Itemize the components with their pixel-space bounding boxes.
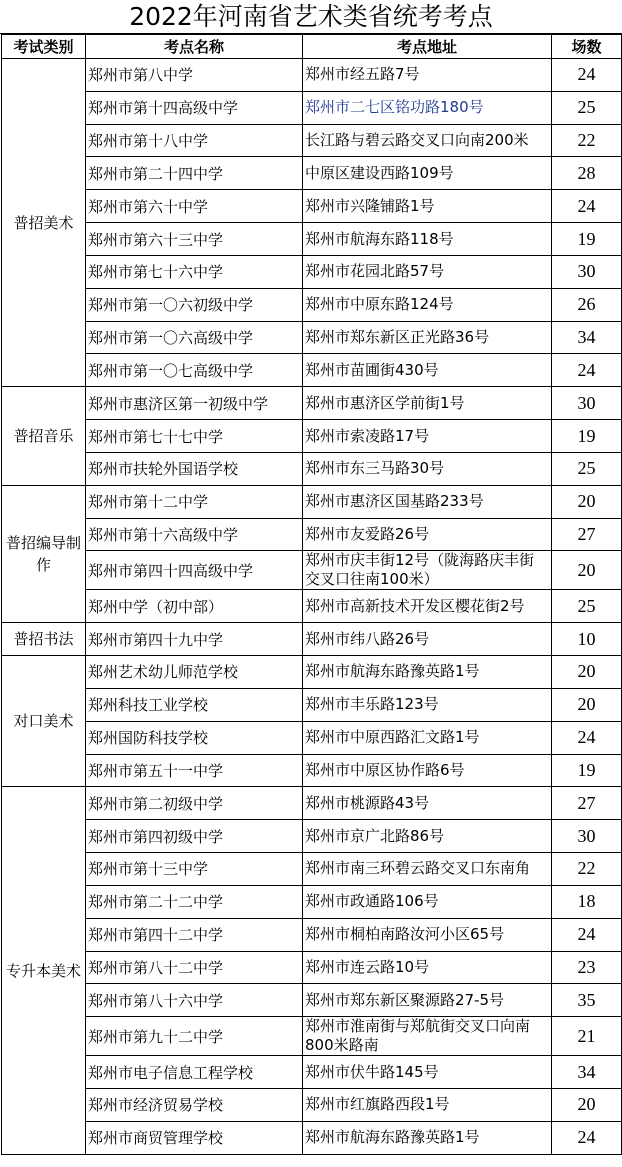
site-name-cell: 郑州市第十八中学	[86, 124, 303, 157]
table-row	[2, 590, 622, 623]
table-row	[2, 551, 622, 590]
site-name-cell: 郑州市第十四高级中学	[86, 91, 303, 124]
header-address: 考点地址	[303, 35, 552, 59]
site-name-cell: 郑州市第一〇七高级中学	[86, 354, 303, 387]
site-name-cell: 郑州市扶轮外国语学校	[86, 452, 303, 485]
site-name-cell: 郑州市第十二中学	[86, 485, 303, 518]
room-count-cell: 25	[552, 91, 622, 124]
site-name-cell: 郑州市第七十七中学	[86, 420, 303, 453]
address-cell: 郑州市中原西路汇文路1号	[303, 721, 552, 754]
room-count-cell: 30	[552, 387, 622, 420]
table-row	[2, 223, 622, 256]
table-row	[2, 721, 622, 754]
room-count-cell: 24	[552, 190, 622, 223]
room-count-cell: 20	[552, 485, 622, 518]
table-row	[2, 387, 622, 420]
address-cell: 郑州市惠济区学前街1号	[303, 387, 552, 420]
room-count-cell: 24	[552, 59, 622, 92]
address-cell: 郑州市航海东路豫英路1号	[303, 656, 552, 689]
address-cell: 长江路与碧云路交叉口向南200米	[303, 124, 552, 157]
address-cell: 郑州市兴隆铺路1号	[303, 190, 552, 223]
site-name-cell: 郑州市第一〇六高级中学	[86, 321, 303, 354]
site-name-cell: 郑州市第八十六中学	[86, 984, 303, 1017]
category-cell: 专升本美术	[2, 787, 86, 1154]
room-count-cell: 24	[552, 721, 622, 754]
site-name-cell: 郑州市第四十九中学	[86, 623, 303, 656]
address-cell: 郑州市丰乐路123号	[303, 688, 552, 721]
site-name-cell: 郑州市第二十四中学	[86, 157, 303, 190]
site-name-cell: 郑州市第二十二中学	[86, 885, 303, 918]
category-cell: 普招美术	[2, 59, 86, 387]
room-count-cell: 20	[552, 656, 622, 689]
table-row	[2, 157, 622, 190]
address-cell: 郑州市庆丰街12号（陇海路庆丰街交叉口往南100米）	[303, 551, 552, 590]
room-count-cell: 28	[552, 157, 622, 190]
table-row	[2, 288, 622, 321]
table-row	[2, 518, 622, 551]
room-count-cell: 19	[552, 754, 622, 787]
table-row	[2, 91, 622, 124]
room-count-cell: 30	[552, 820, 622, 853]
site-name-cell: 郑州市第四十四高级中学	[86, 551, 303, 590]
site-name-cell: 郑州艺术幼儿师范学校	[86, 656, 303, 689]
room-count-cell: 20	[552, 688, 622, 721]
room-count-cell: 19	[552, 420, 622, 453]
room-count-cell: 26	[552, 288, 622, 321]
table-row	[2, 787, 622, 820]
address-cell: 郑州市桃源路43号	[303, 787, 552, 820]
table-header-row	[2, 35, 622, 59]
table-row	[2, 853, 622, 886]
site-name-cell: 郑州市第二初级中学	[86, 787, 303, 820]
address-cell: 郑州市红旗路西段1号	[303, 1089, 552, 1122]
table-row	[2, 885, 622, 918]
site-name-cell: 郑州市惠济区第一初级中学	[86, 387, 303, 420]
site-name-cell: 郑州市第一〇六初级中学	[86, 288, 303, 321]
exam-sites-table	[1, 34, 622, 1155]
table-row	[2, 623, 622, 656]
site-name-cell: 郑州市第十三中学	[86, 853, 303, 886]
room-count-cell: 25	[552, 452, 622, 485]
site-name-cell: 郑州市第十六高级中学	[86, 518, 303, 551]
address-cell: 郑州市高新技术开发区樱花街2号	[303, 590, 552, 623]
table-row	[2, 255, 622, 288]
address-cell: 郑州市郑东新区正光路36号	[303, 321, 552, 354]
site-name-cell: 郑州市经济贸易学校	[86, 1089, 303, 1122]
table-row	[2, 918, 622, 951]
address-cell: 郑州市苗圃街430号	[303, 354, 552, 387]
site-name-cell: 郑州国防科技学校	[86, 721, 303, 754]
table-row	[2, 754, 622, 787]
address-cell: 郑州市经五路7号	[303, 59, 552, 92]
site-name-cell: 郑州市第八中学	[86, 59, 303, 92]
address-cell: 郑州市桐柏南路汝河小区65号	[303, 918, 552, 951]
site-name-cell: 郑州市电子信息工程学校	[86, 1056, 303, 1089]
address-cell: 郑州市中原东路124号	[303, 288, 552, 321]
room-count-cell: 27	[552, 518, 622, 551]
table-row	[2, 1121, 622, 1154]
room-count-cell: 22	[552, 853, 622, 886]
table-row	[2, 354, 622, 387]
address-cell: 郑州市航海东路豫英路1号	[303, 1121, 552, 1154]
room-count-cell: 10	[552, 623, 622, 656]
address-cell: 郑州市纬八路26号	[303, 623, 552, 656]
room-count-cell: 20	[552, 551, 622, 590]
address-cell: 郑州市索凌路17号	[303, 420, 552, 453]
room-count-cell: 21	[552, 1017, 622, 1056]
table-row	[2, 124, 622, 157]
room-count-cell: 24	[552, 354, 622, 387]
address-cell: 郑州市政通路106号	[303, 885, 552, 918]
category-cell: 对口美术	[2, 656, 86, 787]
table-row	[2, 1056, 622, 1089]
table-row	[2, 420, 622, 453]
site-name-cell: 郑州科技工业学校	[86, 688, 303, 721]
address-cell: 郑州市友爱路26号	[303, 518, 552, 551]
site-name-cell: 郑州市第七十六中学	[86, 255, 303, 288]
room-count-cell: 22	[552, 124, 622, 157]
address-cell: 郑州市航海东路118号	[303, 223, 552, 256]
table-row	[2, 1017, 622, 1056]
room-count-cell: 34	[552, 1056, 622, 1089]
table-row	[2, 485, 622, 518]
category-cell: 普招书法	[2, 623, 86, 656]
address-cell: 郑州市伏牛路145号	[303, 1056, 552, 1089]
address-cell: 中原区建设西路109号	[303, 157, 552, 190]
room-count-cell: 24	[552, 1121, 622, 1154]
room-count-cell: 18	[552, 885, 622, 918]
header-category: 考试类别	[2, 35, 86, 59]
table-row	[2, 59, 622, 92]
address-cell: 郑州市东三马路30号	[303, 452, 552, 485]
address-cell: 郑州市南三环碧云路交叉口东南角	[303, 853, 552, 886]
category-cell: 普招编导制作	[2, 485, 86, 622]
table-body	[2, 59, 622, 1155]
site-name-cell: 郑州市第四十二中学	[86, 918, 303, 951]
room-count-cell: 24	[552, 918, 622, 951]
page-title: 2022年河南省艺术类省统考考点	[0, 0, 622, 34]
room-count-cell: 27	[552, 787, 622, 820]
site-name-cell: 郑州市商贸管理学校	[86, 1121, 303, 1154]
table-row	[2, 321, 622, 354]
header-room-count: 场数	[552, 35, 622, 59]
address-cell: 郑州市京广北路86号	[303, 820, 552, 853]
room-count-cell: 30	[552, 255, 622, 288]
table-row	[2, 656, 622, 689]
address-cell: 郑州市连云路10号	[303, 951, 552, 984]
site-name-cell: 郑州市第九十二中学	[86, 1017, 303, 1056]
site-name-cell: 郑州市第五十一中学	[86, 754, 303, 787]
table-row	[2, 984, 622, 1017]
address-cell: 郑州市淮南街与郑航街交叉口向南800米路南	[303, 1017, 552, 1056]
header-site-name: 考点名称	[86, 35, 303, 59]
table-row	[2, 688, 622, 721]
address-cell: 郑州市惠济区国基路233号	[303, 485, 552, 518]
site-name-cell: 郑州市第六十三中学	[86, 223, 303, 256]
room-count-cell: 20	[552, 1089, 622, 1122]
site-name-cell: 郑州市第六十中学	[86, 190, 303, 223]
room-count-cell: 34	[552, 321, 622, 354]
room-count-cell: 19	[552, 223, 622, 256]
category-cell: 普招音乐	[2, 387, 86, 485]
address-cell: 郑州市花园北路57号	[303, 255, 552, 288]
address-cell: 郑州市郑东新区聚源路27-5号	[303, 984, 552, 1017]
room-count-cell: 23	[552, 951, 622, 984]
table-row	[2, 820, 622, 853]
table-row	[2, 951, 622, 984]
room-count-cell: 25	[552, 590, 622, 623]
table-row	[2, 190, 622, 223]
site-name-cell: 郑州中学（初中部）	[86, 590, 303, 623]
room-count-cell: 35	[552, 984, 622, 1017]
table-row	[2, 452, 622, 485]
address-cell: 郑州市二七区铭功路180号	[303, 91, 552, 124]
site-name-cell: 郑州市第八十二中学	[86, 951, 303, 984]
site-name-cell: 郑州市第四初级中学	[86, 820, 303, 853]
table-row	[2, 1089, 622, 1122]
address-cell: 郑州市中原区协作路6号	[303, 754, 552, 787]
